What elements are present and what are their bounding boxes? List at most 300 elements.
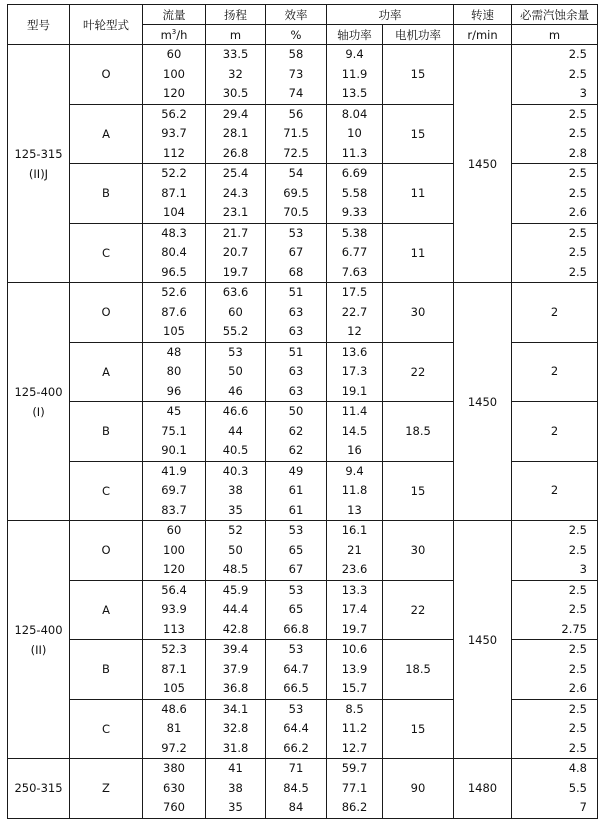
npsh-cell [512, 521, 598, 581]
flow-value: 120 [163, 562, 185, 576]
shaft-power-value: 8.5 [345, 701, 364, 716]
head-value: 32 [228, 66, 243, 81]
speed-cell: 1450 [454, 283, 512, 521]
efficiency-value: 61 [288, 502, 304, 517]
head-cell [206, 580, 266, 640]
efficiency-cell [266, 759, 327, 819]
header-model: 型号 [8, 5, 70, 45]
header-speed-unit: r/min [454, 25, 512, 45]
header-motor-power: 电机功率 [383, 25, 454, 45]
impeller-cell: Z [70, 759, 143, 819]
flow-value: 96 [166, 383, 182, 398]
npsh-value: 2.6 [568, 681, 587, 695]
head-cell [206, 640, 266, 700]
efficiency-value: 69.5 [283, 185, 309, 200]
head-value: 50 [228, 542, 243, 557]
flow-value: 120 [163, 86, 185, 100]
shaft-power-cell [327, 640, 383, 700]
efficiency-value: 71 [288, 761, 304, 775]
efficiency-cell [266, 104, 327, 164]
header-npsh: 必需汽蚀余量 [512, 5, 598, 25]
flow-cell [143, 580, 206, 640]
flow-value: 60 [166, 47, 182, 61]
flow-value: 93.9 [161, 602, 187, 616]
npsh-value: 2.5 [568, 523, 587, 537]
shaft-power-value: 13 [347, 502, 362, 517]
npsh-value: 2.5 [568, 264, 587, 279]
efficiency-value: 66.5 [283, 681, 309, 695]
shaft-power-value: 16 [347, 443, 362, 457]
npsh-value: 2.5 [568, 106, 587, 121]
flow-value: 87.1 [161, 661, 187, 676]
npsh-value: 2.75 [561, 621, 587, 636]
shaft-power-value: 13.9 [341, 661, 368, 676]
efficiency-cell [266, 640, 327, 700]
head-value: 26.8 [222, 145, 249, 160]
shaft-power-value: 23.6 [341, 562, 368, 576]
shaft-power-value: 17.5 [341, 285, 368, 299]
head-cell [206, 402, 266, 462]
efficiency-value: 84.5 [283, 780, 309, 795]
npsh-value: 2.5 [568, 245, 587, 259]
shaft-power-value: 9.4 [345, 463, 364, 478]
head-value: 40.3 [222, 463, 249, 478]
shaft-power-value: 13.6 [341, 344, 368, 359]
header-impeller: 叶轮型式 [70, 5, 143, 45]
head-value: 28.1 [222, 126, 249, 140]
shaft-power-value: 19.7 [341, 621, 368, 636]
flow-value: 380 [163, 761, 185, 775]
flow-value: 100 [163, 542, 185, 557]
efficiency-cell [266, 580, 327, 640]
head-cell [206, 521, 266, 581]
npsh-cell [512, 461, 598, 521]
flow-value: 56.4 [161, 582, 187, 597]
shaft-power-value: 9.33 [341, 205, 368, 219]
efficiency-value: 65 [288, 602, 304, 616]
shaft-power-value: 22.7 [341, 304, 368, 319]
efficiency-value: 64.7 [283, 661, 309, 676]
head-value: 52 [228, 523, 243, 537]
shaft-power-cell [327, 521, 383, 581]
shaft-power-cell [327, 283, 383, 343]
head-cell [206, 342, 266, 402]
head-cell [206, 759, 266, 819]
head-value: 32.8 [222, 721, 249, 735]
efficiency-value: 74 [288, 86, 304, 100]
npsh-value: 5.5 [568, 780, 587, 795]
table-body [8, 45, 598, 819]
motor-power-cell: 90 [383, 759, 454, 819]
header-efficiency: 效率 [266, 5, 327, 25]
flow-value: 69.7 [161, 483, 187, 497]
motor-power-cell: 18.5 [383, 402, 454, 462]
efficiency-cell [266, 521, 327, 581]
flow-cell [143, 45, 206, 105]
impeller-cell: C [70, 699, 143, 759]
model-cell [8, 759, 70, 819]
npsh-cell [512, 283, 598, 343]
efficiency-value: 51 [288, 344, 304, 359]
efficiency-value: 70.5 [283, 205, 309, 219]
head-value: 50 [228, 364, 243, 378]
flow-value: 80 [166, 364, 182, 378]
pump-performance-table [7, 4, 598, 819]
head-value: 45.9 [222, 582, 249, 597]
efficiency-value: 53 [288, 642, 304, 656]
model-name: 125-400 [14, 384, 63, 399]
model-cell [8, 283, 70, 521]
flow-value: 83.7 [161, 502, 187, 517]
efficiency-cell [266, 402, 327, 462]
motor-power-cell: 15 [383, 104, 454, 164]
flow-cell [143, 402, 206, 462]
shaft-power-cell [327, 342, 383, 402]
efficiency-value: 53 [288, 225, 304, 240]
flow-unit-base: m [160, 27, 172, 42]
npsh-value: 2.5 [568, 701, 587, 716]
flow-cell [143, 521, 206, 581]
head-value: 63.6 [222, 285, 249, 299]
head-value: 24.3 [222, 185, 249, 200]
shaft-power-value: 11.8 [341, 483, 368, 497]
shaft-power-cell [327, 699, 383, 759]
flow-value: 52.6 [161, 285, 187, 299]
flow-value: 52.2 [161, 166, 187, 180]
npsh-value: 7 [579, 800, 587, 814]
shaft-power-value: 12.7 [341, 740, 368, 755]
shaft-power-value: 7.63 [341, 264, 368, 279]
efficiency-value: 53 [288, 523, 304, 537]
shaft-power-value: 16.1 [341, 523, 368, 537]
shaft-power-value: 19.1 [341, 383, 368, 398]
efficiency-value: 62 [288, 423, 304, 438]
shaft-power-cell [327, 223, 383, 283]
head-value: 60 [228, 304, 243, 319]
npsh-value: 2.5 [568, 166, 587, 180]
head-value: 37.9 [222, 661, 249, 676]
shaft-power-value: 6.69 [341, 166, 368, 180]
npsh-value: 2.5 [568, 47, 587, 61]
shaft-power-value: 9.4 [345, 47, 364, 61]
flow-value: 105 [163, 681, 185, 695]
flow-value: 112 [163, 145, 185, 160]
npsh-value: 2 [550, 364, 559, 378]
efficiency-value: 66.2 [283, 740, 309, 755]
model-cell [8, 45, 70, 283]
model-variant: (I) [32, 404, 45, 419]
flow-value: 97.2 [161, 740, 187, 755]
head-value: 46 [228, 383, 243, 398]
model-variant: (II) [30, 642, 47, 657]
motor-power-cell: 30 [383, 521, 454, 581]
npsh-value: 2.5 [568, 642, 587, 656]
efficiency-value: 66.8 [283, 621, 309, 636]
shaft-power-cell [327, 759, 383, 819]
npsh-value: 2.6 [568, 205, 587, 219]
head-value: 35 [228, 800, 243, 814]
shaft-power-value: 6.77 [341, 245, 368, 259]
head-value: 41 [228, 761, 243, 775]
efficiency-cell [266, 164, 327, 224]
header-flow-unit [143, 25, 206, 45]
head-value: 38 [228, 780, 243, 795]
impeller-cell: B [70, 164, 143, 224]
shaft-power-cell [327, 104, 383, 164]
header-speed: 转速 [454, 5, 512, 25]
flow-value: 87.1 [161, 185, 187, 200]
npsh-value: 2.5 [568, 602, 587, 616]
head-value: 23.1 [222, 205, 249, 219]
flow-value: 48.3 [161, 225, 187, 240]
header-head: 扬程 [206, 5, 266, 25]
model-name: 125-400 [14, 622, 63, 637]
efficiency-value: 64.4 [283, 721, 309, 735]
shaft-power-value: 15.7 [341, 681, 368, 695]
flow-cell [143, 104, 206, 164]
head-cell [206, 223, 266, 283]
flow-unit-sup: 3 [171, 27, 177, 36]
efficiency-value: 62 [288, 443, 304, 457]
head-cell [206, 164, 266, 224]
flow-cell [143, 164, 206, 224]
pump-performance-table-wrapper [7, 4, 598, 819]
table-row [8, 521, 598, 581]
flow-value: 105 [163, 324, 185, 338]
head-value: 21.7 [222, 225, 249, 240]
flow-value: 52.3 [161, 642, 187, 656]
efficiency-value: 56 [288, 106, 304, 121]
motor-power-cell: 15 [383, 45, 454, 105]
motor-power-cell: 18.5 [383, 640, 454, 700]
shaft-power-value: 11.2 [341, 721, 368, 735]
flow-value: 81 [166, 721, 182, 735]
motor-power-cell: 22 [383, 342, 454, 402]
efficiency-value: 65 [288, 542, 304, 557]
flow-cell [143, 640, 206, 700]
npsh-cell [512, 402, 598, 462]
head-value: 19.7 [222, 264, 249, 279]
head-value: 34.1 [222, 701, 249, 716]
flow-value: 45 [166, 404, 182, 418]
header-flow: 流量 [143, 5, 206, 25]
efficiency-value: 50 [288, 404, 304, 418]
efficiency-cell [266, 223, 327, 283]
impeller-cell: A [70, 104, 143, 164]
shaft-power-value: 11.9 [341, 66, 368, 81]
flow-value: 48 [166, 344, 182, 359]
flow-cell [143, 759, 206, 819]
head-cell [206, 699, 266, 759]
header-head-unit: m [206, 25, 266, 45]
table-row [8, 759, 598, 819]
npsh-value: 2.8 [568, 145, 587, 160]
shaft-power-cell [327, 45, 383, 105]
shaft-power-value: 11.3 [341, 145, 368, 160]
npsh-cell [512, 223, 598, 283]
shaft-power-value: 5.58 [341, 185, 368, 200]
head-value: 33.5 [222, 47, 249, 61]
header-efficiency-unit: % [266, 25, 327, 45]
impeller-cell: O [70, 45, 143, 105]
impeller-cell: A [70, 342, 143, 402]
head-cell [206, 461, 266, 521]
npsh-value: 2.5 [568, 66, 587, 81]
efficiency-value: 71.5 [283, 126, 309, 140]
efficiency-value: 63 [288, 324, 304, 338]
flow-value: 90.1 [161, 443, 187, 457]
shaft-power-value: 11.4 [341, 404, 368, 418]
head-value: 55.2 [222, 324, 249, 338]
efficiency-value: 58 [288, 47, 304, 61]
flow-value: 75.1 [161, 423, 187, 438]
head-value: 38 [228, 483, 243, 497]
head-value: 31.8 [222, 740, 249, 755]
efficiency-value: 72.5 [283, 145, 309, 160]
motor-power-cell: 30 [383, 283, 454, 343]
flow-value: 96.5 [161, 264, 187, 279]
shaft-power-value: 59.7 [341, 761, 368, 775]
flow-value: 100 [163, 66, 185, 81]
head-value: 53 [228, 344, 243, 359]
efficiency-value: 67 [288, 245, 304, 259]
speed-cell: 1450 [454, 45, 512, 283]
efficiency-value: 67 [288, 562, 304, 576]
shaft-power-value: 13.3 [341, 582, 368, 597]
shaft-power-value: 17.3 [341, 364, 368, 378]
efficiency-cell [266, 461, 327, 521]
npsh-value: 2 [550, 483, 559, 497]
flow-value: 80.4 [161, 245, 187, 259]
npsh-value: 3 [579, 562, 587, 576]
head-value: 30.5 [222, 86, 249, 100]
motor-power-cell: 15 [383, 699, 454, 759]
impeller-cell: C [70, 461, 143, 521]
npsh-value: 2 [550, 423, 559, 438]
shaft-power-value: 14.5 [341, 423, 368, 438]
efficiency-value: 63 [288, 383, 304, 398]
shaft-power-value: 21 [347, 542, 362, 557]
shaft-power-cell [327, 164, 383, 224]
header-shaft-power: 轴功率 [327, 25, 383, 45]
efficiency-value: 63 [288, 304, 304, 319]
impeller-cell: C [70, 223, 143, 283]
efficiency-value: 49 [288, 463, 304, 478]
npsh-value: 3 [579, 86, 587, 100]
speed-cell: 1480 [454, 759, 512, 819]
model-cell [8, 521, 70, 759]
head-value: 25.4 [222, 166, 249, 180]
impeller-cell: B [70, 640, 143, 700]
npsh-value: 2.5 [568, 740, 587, 755]
flow-value: 87.6 [161, 304, 187, 319]
flow-value: 56.2 [161, 106, 187, 121]
efficiency-value: 84 [288, 800, 304, 814]
npsh-value: 2.5 [568, 582, 587, 597]
head-cell [206, 45, 266, 105]
motor-power-cell: 11 [383, 223, 454, 283]
impeller-cell: O [70, 283, 143, 343]
shaft-power-value: 8.04 [341, 106, 368, 121]
efficiency-value: 73 [288, 66, 304, 81]
npsh-value: 2.5 [568, 542, 587, 557]
head-value: 40.5 [222, 443, 249, 457]
flow-value: 60 [166, 523, 182, 537]
flow-cell [143, 283, 206, 343]
flow-value: 41.9 [161, 463, 187, 478]
head-cell [206, 283, 266, 343]
flow-cell [143, 223, 206, 283]
shaft-power-value: 10.6 [341, 642, 368, 656]
table-row [8, 283, 598, 343]
npsh-cell [512, 640, 598, 700]
npsh-value: 2.5 [568, 126, 587, 140]
efficiency-value: 63 [288, 364, 304, 378]
efficiency-value: 61 [288, 483, 304, 497]
efficiency-cell [266, 342, 327, 402]
impeller-cell: B [70, 402, 143, 462]
efficiency-value: 53 [288, 701, 304, 716]
npsh-cell [512, 342, 598, 402]
npsh-value: 4.8 [568, 761, 587, 775]
shaft-power-value: 12 [347, 324, 362, 338]
npsh-cell [512, 45, 598, 105]
efficiency-cell [266, 283, 327, 343]
npsh-value: 2.5 [568, 661, 587, 676]
flow-value: 93.7 [161, 126, 187, 140]
header-power: 功率 [327, 5, 454, 25]
flow-value: 113 [163, 621, 185, 636]
efficiency-value: 53 [288, 582, 304, 597]
flow-unit-rest: /h [176, 27, 188, 42]
npsh-value: 2.5 [568, 721, 587, 735]
head-value: 35 [228, 502, 243, 517]
model-name: 250-315 [14, 781, 63, 796]
flow-value: 630 [163, 780, 185, 795]
npsh-cell [512, 759, 598, 819]
head-value: 44.4 [222, 602, 249, 616]
motor-power-cell: 22 [383, 580, 454, 640]
efficiency-cell [266, 699, 327, 759]
npsh-value: 2.5 [568, 225, 587, 240]
shaft-power-value: 10 [347, 126, 362, 140]
shaft-power-value: 13.5 [341, 86, 368, 100]
npsh-value: 2.5 [568, 185, 587, 200]
motor-power-cell: 11 [383, 164, 454, 224]
head-value: 42.8 [222, 621, 249, 636]
header-npsh-unit: m [512, 25, 598, 45]
head-value: 44 [228, 423, 243, 438]
npsh-cell [512, 104, 598, 164]
efficiency-cell [266, 45, 327, 105]
shaft-power-value: 86.2 [341, 800, 368, 814]
head-value: 20.7 [222, 245, 249, 259]
shaft-power-value: 17.4 [341, 602, 368, 616]
npsh-value: 2 [550, 304, 559, 319]
npsh-cell [512, 699, 598, 759]
impeller-cell: A [70, 580, 143, 640]
shaft-power-cell [327, 402, 383, 462]
speed-cell: 1450 [454, 521, 512, 759]
shaft-power-cell [327, 461, 383, 521]
flow-value: 104 [163, 205, 185, 219]
table-row [8, 45, 598, 105]
shaft-power-value: 5.38 [341, 225, 368, 240]
impeller-cell: O [70, 521, 143, 581]
flow-cell [143, 699, 206, 759]
head-value: 39.4 [222, 642, 249, 656]
head-value: 36.8 [222, 681, 249, 695]
